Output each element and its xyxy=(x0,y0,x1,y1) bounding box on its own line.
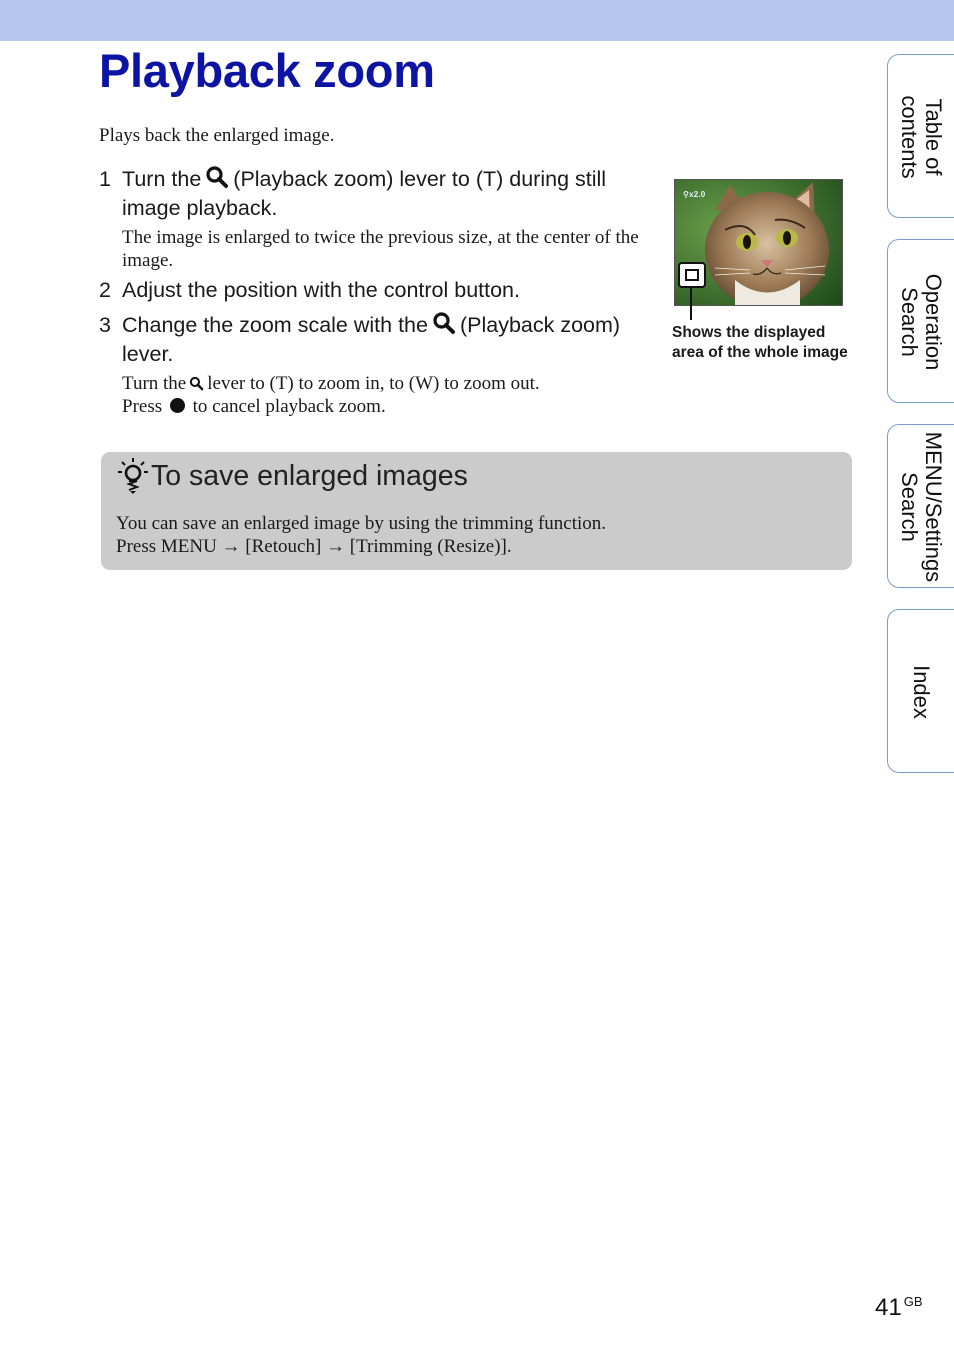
step-1 xyxy=(99,165,659,223)
top-header-band xyxy=(0,0,954,41)
step-3-detail-line-1 xyxy=(122,372,662,395)
playback-zoom-magnifier-icon xyxy=(205,165,229,189)
step-1-text-before: Turn the xyxy=(122,167,202,191)
caption-leader-line xyxy=(690,288,692,320)
tab-label-line: Search xyxy=(897,472,922,542)
step-1-text-after: (Playback zoom) lever to (T) during still image playback. xyxy=(122,167,607,220)
hint-lightbulb-icon xyxy=(117,455,151,495)
tab-label xyxy=(897,432,945,582)
detail-text: lever to (T) to zoom in, to (W) to zoom out. xyxy=(207,373,540,394)
step-2 xyxy=(99,276,659,305)
photo-caption: Shows the displayed area of the whole image xyxy=(672,324,848,361)
tab-menu-settings-search[interactable] xyxy=(887,424,954,588)
intro-text: Plays back the enlarged image. xyxy=(99,125,335,146)
step-number: 3 xyxy=(99,313,111,337)
detail-text: to cancel playback zoom. xyxy=(192,396,386,417)
step-number: 2 xyxy=(99,278,111,302)
tab-label-line: MENU/Settings xyxy=(921,431,946,583)
tab-label xyxy=(897,274,945,371)
page-number-value: 41 xyxy=(875,1294,902,1321)
step-2-text: Adjust the position with the control button. xyxy=(122,278,520,302)
page-number xyxy=(875,1287,923,1323)
detail-text: Turn the xyxy=(122,373,187,394)
tab-label xyxy=(897,95,945,178)
page-title: Playback zoom xyxy=(99,44,435,97)
tab-label-line: Operation xyxy=(921,273,946,371)
page-number-suffix: GB xyxy=(903,1294,923,1309)
displayed-area-frame xyxy=(685,269,699,281)
center-button-dot-icon xyxy=(170,398,185,413)
step-1-text xyxy=(122,165,659,223)
tab-index[interactable] xyxy=(887,609,954,773)
tab-label-line: contents xyxy=(897,95,922,179)
tab-table-of-contents[interactable] xyxy=(887,54,954,218)
zoom-magnifier-icon: ⚲ xyxy=(683,190,690,199)
zoom-value: x2.0 xyxy=(689,190,706,199)
hint-text xyxy=(116,512,606,558)
playback-zoom-magnifier-icon xyxy=(189,376,204,391)
hint-box xyxy=(101,452,852,570)
tab-label-line: Table of xyxy=(921,98,946,176)
hint-line-1: You can save an enlarged image by using the trimming function. xyxy=(116,513,607,534)
step-3-text xyxy=(122,311,659,369)
step-3-detail xyxy=(122,372,662,418)
tab-label-line: Search xyxy=(897,287,922,357)
hint-title: To save enlarged images xyxy=(151,460,468,492)
playback-zoom-magnifier-icon xyxy=(432,311,456,335)
displayed-area-indicator-icon xyxy=(678,262,706,288)
step-3-text-after: (Playback zoom) lever. xyxy=(122,313,621,366)
zoom-readout xyxy=(683,190,705,199)
step-number: 1 xyxy=(99,167,111,191)
hint-line-2: Press MENU → [Retouch] → [Trimming (Resize)]. xyxy=(116,536,512,557)
step-3-text-before: Change the zoom scale with the xyxy=(122,313,428,337)
tab-label-line: Index xyxy=(909,665,934,719)
step-3 xyxy=(99,311,659,369)
tab-label xyxy=(909,665,933,719)
step-3-detail-line-2 xyxy=(122,395,662,418)
detail-text: Press xyxy=(122,396,163,417)
tab-operation-search[interactable] xyxy=(887,239,954,403)
step-1-detail: The image is enlarged to twice the previous size, at the center of the image. xyxy=(122,227,639,271)
